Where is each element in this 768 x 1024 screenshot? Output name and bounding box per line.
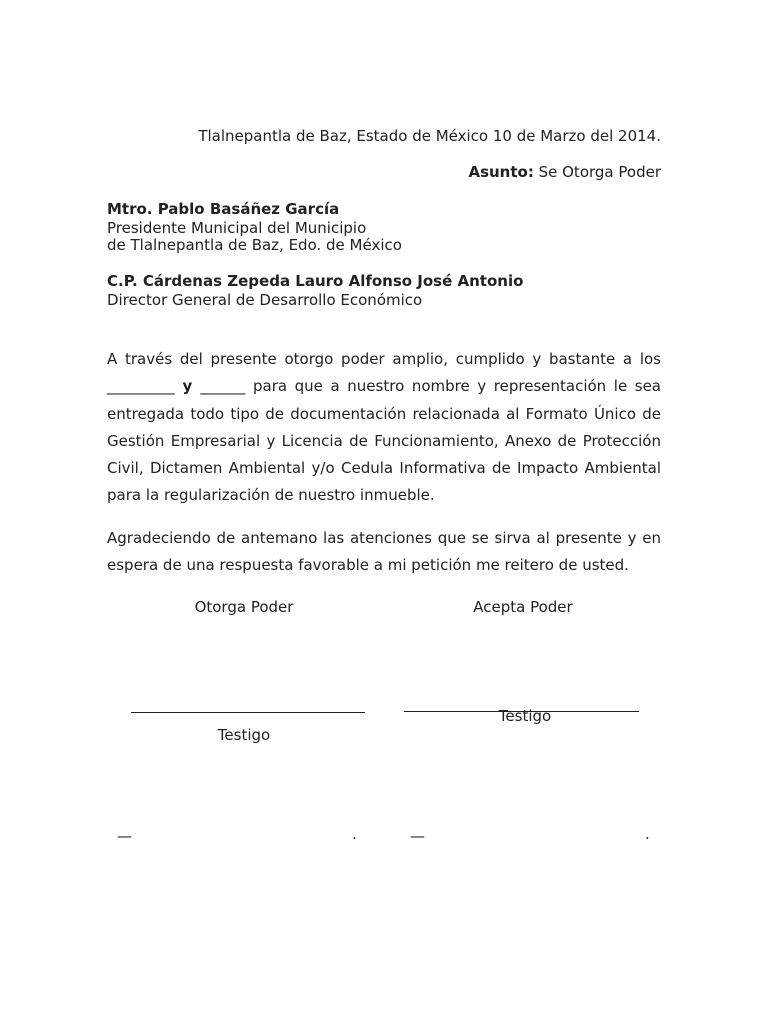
left-witness-line-start: — [117,827,132,845]
left-witness-line-end: . [352,825,357,843]
body-paragraph-1: A través del presente otorgo poder amplio, cumplido y bastante a los _________ y ______ para que a nuestro nombre y representación le sea entregada todo tipo de documentación relacionada al Formato Único de Gestión Empresarial y Licencia de Funcionamiento, Anexo de Protección Civil, Dictamen Ambiental y/o Cedula Informativa de Impacto Ambiental para la regularización de nuestro inmueble. [107,350,661,505]
right-witness-label: Testigo [498,707,552,725]
right-witness-line-end: . [645,825,650,843]
blank-field-2: ______ [200,377,246,396]
blank-field-1: _________ [107,377,175,396]
body-paragraph-2: Agradeciendo de antemano las atenciones que se sirva al presente y en espera de una respuesta favorable a mi petición me reitero de usted. [107,529,661,575]
recipient1-title-line2: de Tlalnepantla de Baz, Edo. de México [107,236,402,254]
acepta-poder-heading: Acepta Poder [473,598,573,616]
left-signature-line [131,712,365,713]
subject-label: Asunto: [468,163,534,181]
right-witness-line-start: — [410,827,425,845]
recipient2-name: C.P. Cárdenas Zepeda Lauro Alfonso José Antonio [107,272,524,290]
recipient2-title-line1: Director General de Desarrollo Económico [107,291,423,309]
subject-line [468,163,661,181]
recipient1-title-line1: Presidente Municipal del Municipio [107,219,367,237]
otorga-poder-heading: Otorga Poder [194,598,294,616]
place-date: Tlalnepantla de Baz, Estado de México 10 de Marzo del 2014. [198,127,661,145]
subject-value: Se Otorga Poder [533,163,661,181]
recipient1-name: Mtro. Pablo Basáñez García [107,200,340,218]
left-witness-label: Testigo [217,726,271,744]
